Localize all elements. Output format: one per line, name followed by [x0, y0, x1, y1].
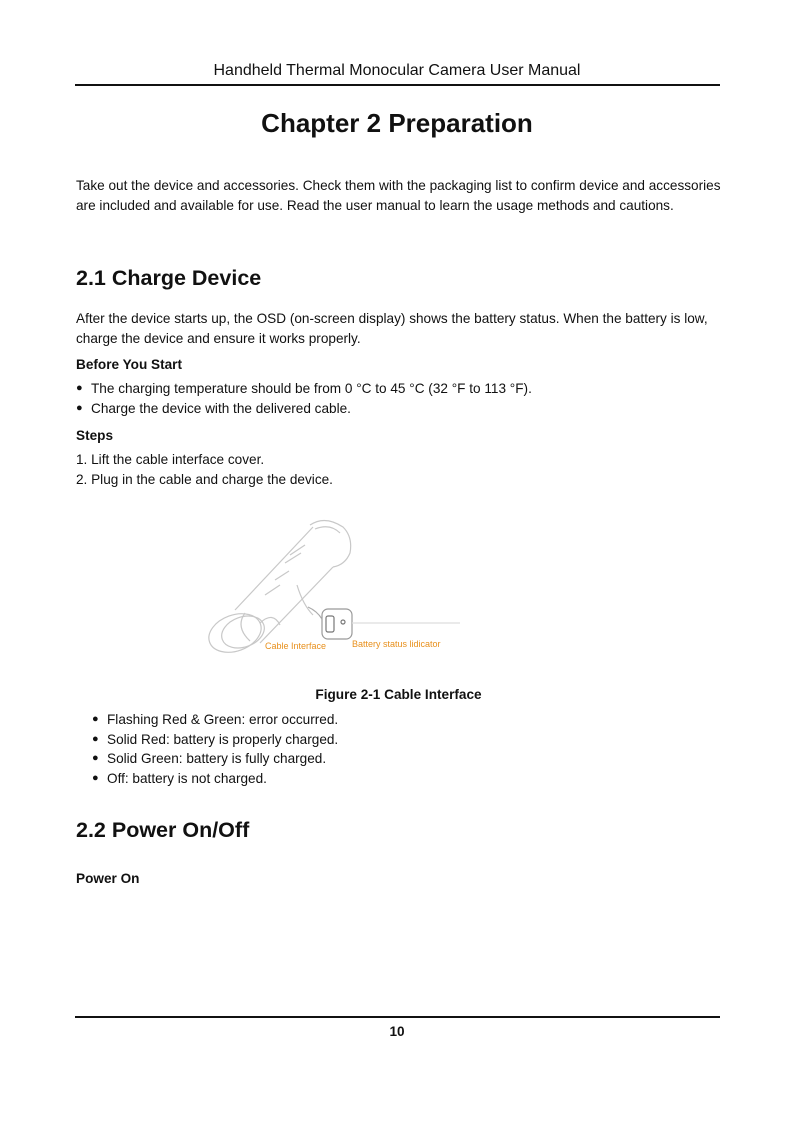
device-illustration [205, 515, 470, 655]
list-item: ● Solid Green: battery is fully charged. [92, 749, 712, 769]
list-item: ● Flashing Red & Green: error occurred. [92, 710, 712, 730]
before-you-start-label: Before You Start [76, 357, 183, 372]
intro-paragraph: Take out the device and accessories. Check them with the packaging list to confirm device and accessories are included and available for use. Read the user manual to learn the usage methods and cautions. [76, 178, 721, 213]
steps-label: Steps [76, 428, 114, 443]
cable-interface-label: Cable Interface [265, 641, 327, 651]
section-heading-charge: 2.1 Charge Device [76, 266, 262, 290]
power-on-label: Power On [76, 871, 140, 886]
bullet-icon: ● [76, 401, 83, 414]
bullet-icon: ● [92, 771, 99, 784]
steps-list [76, 450, 721, 489]
section-heading-power: 2.2 Power On/Off [76, 818, 250, 842]
chapter-title: Chapter 2 Preparation [261, 108, 533, 138]
header-rule [75, 84, 720, 86]
manual-title: Handheld Thermal Monocular Camera User Manual [213, 62, 581, 79]
list-item: ● The charging temperature should be from 0 °C to 45 °C (32 °F to 113 °F). [76, 379, 721, 399]
bullet-icon: ● [92, 713, 99, 725]
before-list [76, 379, 721, 418]
step-item: 1. Lift the cable interface cover. [76, 452, 265, 467]
status-list [92, 710, 712, 788]
bullet-icon: ● [92, 752, 99, 764]
bullet-icon: ● [92, 732, 99, 745]
list-item: ● Charge the device with the delivered cable. [76, 399, 721, 419]
bullet-icon: ● [76, 382, 83, 394]
step-item: 2. Plug in the cable and charge the device. [76, 471, 333, 487]
charge-paragraph: After the device starts up, the OSD (on-screen display) shows the battery status. When the battery is low, charge the device and ensure it works properly. [76, 311, 708, 346]
footer-rule [75, 1016, 720, 1018]
page-number: 10 [389, 1024, 405, 1039]
list-item: ● Off: battery is not charged. [92, 769, 712, 789]
figure-caption: Figure 2-1 Cable Interface [315, 687, 482, 702]
cable-interface-figure [205, 515, 470, 655]
list-item: ● Solid Red: battery is properly charged. [92, 730, 712, 750]
battery-indicator-label: Battery status lidicator [352, 639, 441, 649]
